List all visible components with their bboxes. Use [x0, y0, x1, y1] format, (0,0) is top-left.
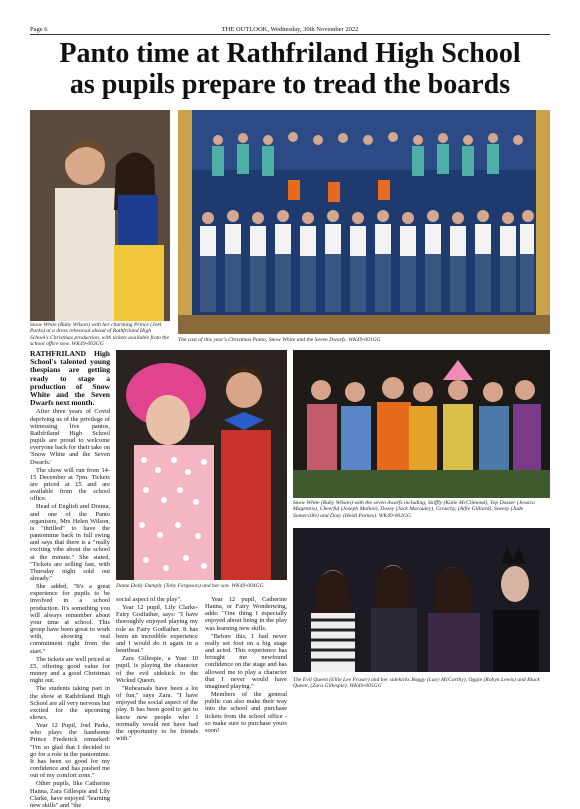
article-lead: RATHFRILAND High School's talented young thespians are getting ready to stage a production of Snow White and the Seven Dwarfs next month. — [30, 349, 110, 408]
page-label: Page 6 — [30, 26, 48, 33]
article-paragraph: "Before this, I had never really set foot on a big stage and acted. This experience has brought me newfound confidence on the stage and has allowed me to play a character that I never would have imagined playing." — [205, 632, 287, 690]
photo-cast — [178, 110, 550, 334]
article-paragraph: After three years of Covid depriving us of the privilege of witnessing live pantos, Rathfriland High School pupils are proud to welcome everyone back for their take on 'Snow White and the Seven Dwarfs.' — [30, 408, 110, 466]
caption-photo-4: Snow White (Ruby Wilson) with the seven dwarfs including, Sniffly (Katie McClimond), Top Dozzer (Jessica Magennis), Cheerful (Joseph Mallon), Dozey (Jack Macauley), Grouchy, (Alfie Gilliard), Sneezy (Jude Somerville) and Dozy (Heidi Parkes). WK49-002GG — [293, 500, 535, 519]
caption-photo-3: Dame Dolly Dumply (Toby Ferguson) and her son. WK49-004GG — [116, 583, 264, 589]
headline-line-2: as pupils prepare to tread the boards — [69, 69, 511, 100]
headline — [20, 38, 560, 100]
article-column-3 — [205, 596, 287, 734]
article-paragraph: Year 12 pupil, Catherine Hanna, or Fairy Wonderwing, adds: "One thing I especially enjoyed about being in the play was learning new skills. — [205, 596, 287, 632]
photo-dame-dolly — [116, 350, 287, 580]
caption-photo-5: The Evil Queen (Ellie Lee Fraser) and her sidekicks Boggy (Lucy McCarthy), Oggie (Robyn Lewis) and Black Queen, (Zara Gillespie). WK49-005GG — [293, 677, 540, 690]
headline-line-1: Panto time at Rathfriland High School — [59, 38, 521, 69]
photo-snow-white-prince — [30, 110, 170, 321]
article-paragraph: Members of the general public can also make their way into the school and purchase tickets from the school office - so make sure to purchase yours soon! — [205, 691, 287, 734]
article-paragraph: "Rehearsals have been a lot of fun," says Zara. "I have enjoyed the social aspect of the play. It has been good to get to know new people who I normally would not have had the opportunity to be friends with." — [116, 684, 198, 742]
article-paragraph: Year 12 Pupil, Joel Parks, who plays the handsome Prince Frederick remarked: "I'm so glad that I decided to go for a role in the pantomime. It has been so good for my confidence and has pushed me out of my comfort zone." — [30, 722, 110, 780]
photo-evil-queen — [293, 528, 550, 672]
caption-photo-2: The cast of this year's Christmas Panto, Snow White and the Seven Dwarfs. WK49-001GG — [178, 337, 381, 343]
article-paragraph: She added, "It's a great experience for pupils to be involved in a school production. It's something you will always remember about your time at school. This group have been great to work with, showing real commitment right from the start." — [30, 583, 110, 655]
article-column-1 — [30, 349, 110, 809]
photo-dwarfs — [293, 350, 550, 498]
article-paragraph: Zara Gillespie, a Year 10 pupil, is playing the character of the evil sidekick to the Wicked Queen. — [116, 655, 198, 684]
article-paragraph: The show will run from 14-15 December at 7pm. Tickets are priced at £5 and are available from the school office. — [30, 466, 110, 503]
caption-photo-1: Snow White (Ruby Wilson) with her charming Prince (Joel Parks) at a dress rehearsal ahead of Rathfriland High School's Christmas production, with tickets available from the school office now. WK49-003GG — [30, 322, 170, 348]
article-paragraph: The tickets are well priced at £5, offering good value for money and a good Christmas night out. — [30, 655, 110, 685]
article-paragraph: The students taking part in the show at Rathfriland High School are all very nervous but excited for the upcoming shows. — [30, 685, 110, 721]
article-paragraph: Year 12 pupil, Lily Clarke-Fairy Godfather, says: "I have thoroughly enjoyed playing my role as Fairy Godfather. It has been an incredible experience and I would do it again in a heartbeat." — [116, 604, 198, 655]
article-column-2 — [116, 596, 198, 742]
publication-line: THE OUTLOOK, Wednesday, 30th November 2022 — [221, 26, 359, 33]
header-rule — [30, 34, 550, 35]
article-paragraph: Head of English and Drama, and one of the Panto organisers, Mrs Helen Wilson, is "thrilled" to have the pantomime back in full swing and says that there is a "really exciting vibe about the school at the minute." She stated, "Tickets are selling fast, with Thursday night sold out already." — [30, 503, 110, 583]
article-paragraph: social aspect of the play". — [116, 596, 182, 603]
article-paragraph: Other pupils, like Catherine Hanna, Zara Gillespie and Lily Clarke, have enjoyed "learning new skills" and "the — [30, 780, 110, 809]
